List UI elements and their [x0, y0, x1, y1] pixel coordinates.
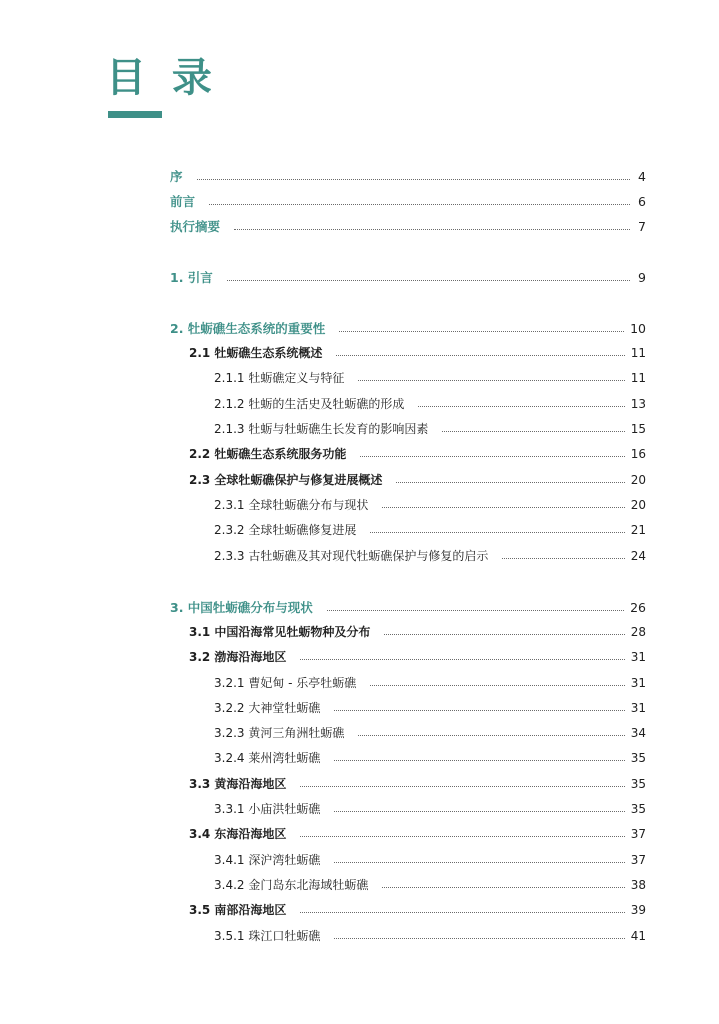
toc-entry[interactable] — [214, 369, 646, 387]
dot-leader — [334, 853, 624, 863]
toc-entry-page: 10 — [630, 321, 646, 336]
toc-entry[interactable] — [214, 927, 646, 945]
toc-entry[interactable] — [214, 699, 646, 717]
toc-entry-label: 2.3.3 古牡蛎礁及其对现代牡蛎礁保护与修复的启示 — [214, 549, 489, 563]
dot-leader — [358, 371, 624, 381]
toc-entry-label: 执行摘要 — [170, 219, 221, 234]
toc-entry-page: 26 — [630, 600, 646, 615]
dot-leader — [384, 625, 624, 635]
toc-entry-page: 9 — [638, 270, 646, 285]
toc-entry[interactable] — [170, 319, 646, 337]
toc-entry-label: 3.4.1 深沪湾牡蛎礁 — [214, 853, 321, 867]
dot-leader — [334, 751, 624, 761]
dot-leader — [334, 701, 624, 711]
dot-leader — [209, 195, 630, 205]
toc-entry[interactable] — [214, 724, 646, 742]
toc-entry[interactable] — [170, 192, 646, 210]
toc-entry[interactable] — [214, 420, 646, 438]
toc-entry-label: 3.1 中国沿海常见牡蛎物种及分布 — [189, 625, 371, 639]
toc-entry[interactable] — [214, 547, 646, 565]
toc-entry-label: 2.1 牡蛎礁生态系统概述 — [189, 346, 323, 360]
toc-entry-label: 2.3.1 全球牡蛎礁分布与现状 — [214, 498, 369, 512]
toc-entry-page: 31 — [630, 676, 646, 690]
toc-entry[interactable] — [189, 445, 646, 463]
toc-entry-label: 2.1.1 牡蛎礁定义与特征 — [214, 371, 345, 385]
toc-entry-page: 21 — [630, 523, 646, 537]
toc-entry-label: 3.4.2 金门岛东北海域牡蛎礁 — [214, 878, 369, 892]
toc-entry-page: 24 — [630, 549, 646, 563]
toc-entry-label: 3.2.2 大神堂牡蛎礁 — [214, 701, 321, 715]
toc-entry-page: 37 — [630, 827, 646, 841]
toc-entry-page: 7 — [638, 219, 646, 234]
toc-entry-page: 4 — [638, 169, 646, 184]
toc-entry[interactable] — [189, 471, 646, 489]
toc-entry-page: 31 — [630, 701, 646, 715]
dot-leader — [300, 777, 624, 787]
dot-leader — [327, 601, 624, 611]
dot-leader — [197, 170, 630, 180]
toc-entry-label: 2.1.3 牡蛎与牡蛎礁生长发育的影响因素 — [214, 422, 429, 436]
dot-leader — [382, 878, 624, 888]
toc-entry-page: 39 — [630, 903, 646, 917]
toc-entry[interactable] — [189, 648, 646, 666]
toc-entry-page: 37 — [630, 853, 646, 867]
toc-entry[interactable] — [214, 749, 646, 767]
title-underline — [108, 111, 162, 118]
dot-leader — [442, 422, 624, 432]
toc-entry-label: 3. 中国牡蛎礁分布与现状 — [170, 600, 313, 615]
toc-entry[interactable] — [189, 344, 646, 362]
toc-entry-page: 41 — [630, 929, 646, 943]
dot-leader — [418, 397, 624, 407]
dot-leader — [300, 650, 624, 660]
dot-leader — [396, 473, 624, 483]
toc-entry-page: 11 — [630, 346, 646, 360]
dot-leader — [360, 447, 624, 457]
toc-entry[interactable] — [214, 876, 646, 894]
toc-entry-label: 3.2.3 黄河三角洲牡蛎礁 — [214, 726, 345, 740]
dot-leader — [339, 322, 624, 332]
toc-entry-page: 28 — [630, 625, 646, 639]
dot-leader — [382, 498, 624, 508]
toc-entry-label: 3.2.4 莱州湾牡蛎礁 — [214, 751, 321, 765]
page-title: 目 录 — [106, 55, 218, 101]
dot-leader — [334, 802, 624, 812]
toc-entry[interactable] — [214, 521, 646, 539]
toc-entry-page: 35 — [630, 802, 646, 816]
toc-entry-page: 35 — [630, 751, 646, 765]
toc-entry-label: 2.2 牡蛎礁生态系统服务功能 — [189, 447, 347, 461]
toc-entry[interactable] — [189, 623, 646, 641]
toc-entry-label: 序 — [170, 169, 183, 184]
toc-entry[interactable] — [214, 851, 646, 869]
toc-entry-page: 35 — [630, 777, 646, 791]
toc-entry[interactable] — [170, 217, 646, 235]
dot-leader — [370, 676, 624, 686]
toc-entry[interactable] — [170, 167, 646, 185]
dot-leader — [334, 929, 624, 939]
toc-entry-label: 3.3.1 小庙洪牡蛎礁 — [214, 802, 321, 816]
toc-entry-label: 3.2 渤海沿海地区 — [189, 650, 287, 664]
toc-entry[interactable] — [170, 268, 646, 286]
toc-entry-page: 20 — [630, 473, 646, 487]
toc-entry[interactable] — [189, 901, 646, 919]
toc-entry-page: 15 — [630, 422, 646, 436]
toc-entry-page: 31 — [630, 650, 646, 664]
toc-entry-label: 3.2.1 曹妃甸 - 乐亭牡蛎礁 — [214, 676, 357, 690]
toc-entry-page: 38 — [630, 878, 646, 892]
dot-leader — [336, 346, 624, 356]
dot-leader — [300, 903, 624, 913]
dot-leader — [358, 726, 624, 736]
dot-leader — [300, 827, 624, 837]
toc-entry-label: 2.3 全球牡蛎礁保护与修复进展概述 — [189, 473, 383, 487]
dot-leader — [227, 271, 630, 281]
toc-entry-label: 2. 牡蛎礁生态系统的重要性 — [170, 321, 326, 336]
toc-entry-label: 3.4 东海沿海地区 — [189, 827, 287, 841]
toc-entry[interactable] — [170, 598, 646, 616]
toc-entry-page: 16 — [630, 447, 646, 461]
toc-entry-label: 3.5 南部沿海地区 — [189, 903, 287, 917]
toc-entry-label: 1. 引言 — [170, 270, 213, 285]
toc-entry[interactable] — [214, 395, 646, 413]
toc-entry-label: 3.5.1 珠江口牡蛎礁 — [214, 929, 321, 943]
toc-entry-page: 20 — [630, 498, 646, 512]
toc-entry-label: 2.3.2 全球牡蛎礁修复进展 — [214, 523, 357, 537]
toc-entry-page: 6 — [638, 194, 646, 209]
toc-entry[interactable] — [214, 496, 646, 514]
toc-entry-label: 3.3 黄海沿海地区 — [189, 777, 287, 791]
toc-entry-page: 13 — [630, 397, 646, 411]
dot-leader — [234, 220, 630, 230]
dot-leader — [502, 549, 624, 559]
toc-entry-page: 11 — [630, 371, 646, 385]
toc-entry[interactable] — [189, 775, 646, 793]
toc-entry[interactable] — [189, 825, 646, 843]
toc-entry[interactable] — [214, 674, 646, 692]
toc-entry-page: 34 — [630, 726, 646, 740]
toc-entry[interactable] — [214, 800, 646, 818]
toc-entry-label: 2.1.2 牡蛎的生活史及牡蛎礁的形成 — [214, 397, 405, 411]
dot-leader — [370, 523, 624, 533]
toc-entry-label: 前言 — [170, 194, 196, 209]
